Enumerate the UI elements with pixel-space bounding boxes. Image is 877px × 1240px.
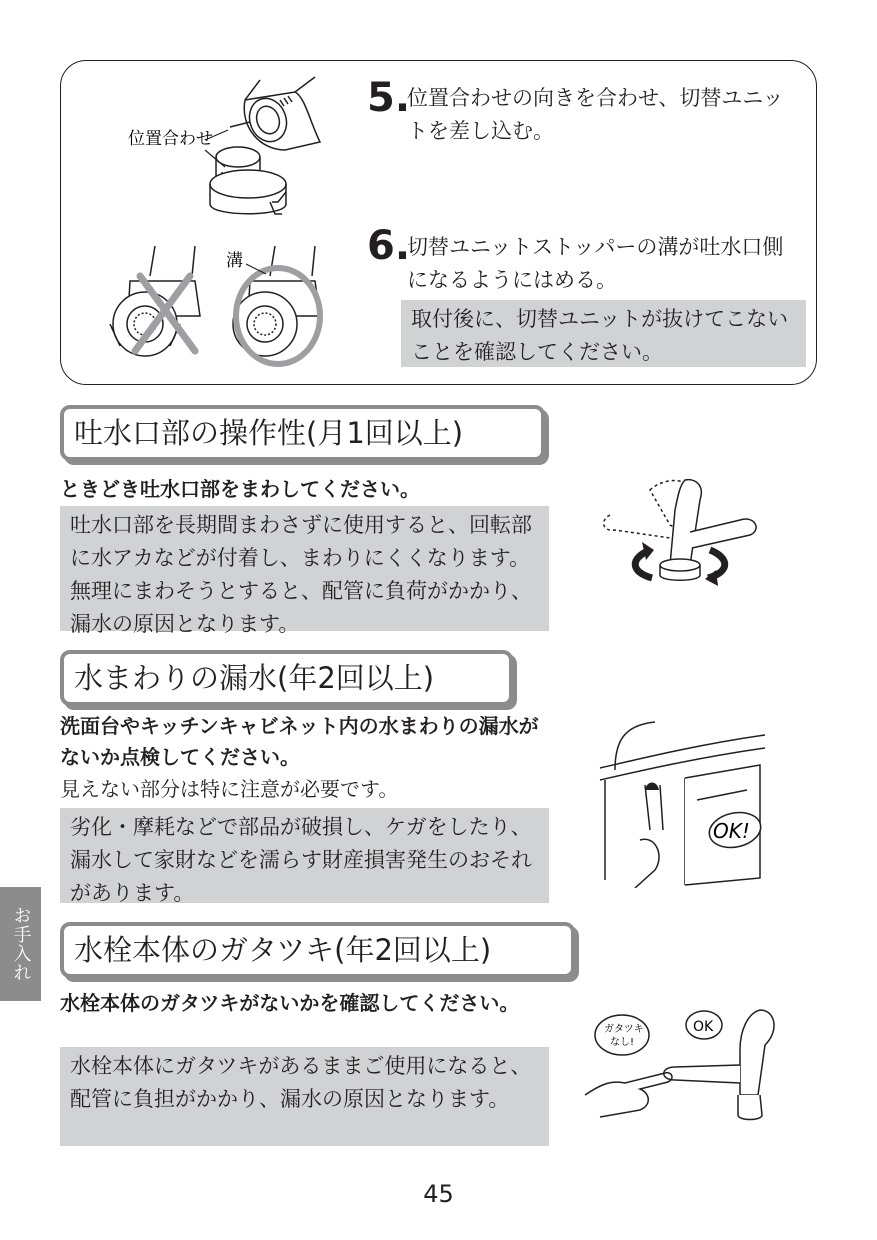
section-2-note: 劣化・摩耗などで部品が破損し、ケガをしたり、漏水して家財などを濡らす財産損害発生のおそれがあります。 [60, 808, 549, 903]
section-2-lead: 洗面台やキッチンキャビネット内の水まわりの漏水がないか点検してください。 [60, 714, 539, 769]
section-3-note: 水栓本体にガタツキがあるままご使用になると、配管に負担がかかり、漏水の原因となります。 [60, 1047, 549, 1146]
wobble-bubble-text-1: ガタツキ [604, 1024, 644, 1035]
section-title-leak: 水まわりの漏水(年2回以上) [60, 650, 513, 706]
alignment-illustration [110, 72, 340, 232]
ok-bubble-text: OK [693, 1019, 714, 1035]
ok-badge: OK! [713, 819, 750, 843]
section-2-extra: 見えない部分は特に注意が必要です。 [60, 777, 399, 801]
side-tab-care: お手入れ [0, 887, 41, 1001]
page-number: 45 [423, 1180, 454, 1208]
section-3-lead: 水栓本体のガタツキがないかを確認してください。 [60, 991, 520, 1015]
step-6-number: 6. [367, 223, 411, 269]
groove-illustration [100, 236, 340, 371]
step-6-text: 切替ユニットストッパーの溝が吐水口側になるようにはめる。 [407, 235, 784, 292]
section-title-wobble: 水栓本体のガタツキ(年2回以上) [60, 922, 575, 978]
step-5-number: 5. [367, 75, 411, 121]
step-5-text: 位置合わせの向きを合わせ、切替ユニットを差し込む。 [407, 86, 784, 143]
section-1-note: 吐水口部を長期間まわさずに使用すると、回転部に水アカなどが付着し、まわりにくくなります。無理にまわそうとすると、配管に負荷がかかり、漏水の原因となります。 [60, 506, 549, 631]
spout-rotation-illustration [590, 470, 770, 595]
section-1-lead: ときどき吐水口部をまわしてください。 [60, 477, 420, 501]
alignment-label: 位置合わせ [128, 129, 213, 149]
wobble-bubble-text-2: なし! [610, 1037, 635, 1048]
groove-label: 溝 [226, 251, 243, 271]
cabinet-illustration [595, 720, 775, 888]
section-title-spout-operation: 吐水口部の操作性(月1回以上) [60, 405, 545, 461]
faucet-check-illustration [580, 1005, 780, 1127]
step-6-note: 取付後に、切替ユニットが抜けてこないことを確認してください。 [401, 300, 806, 367]
